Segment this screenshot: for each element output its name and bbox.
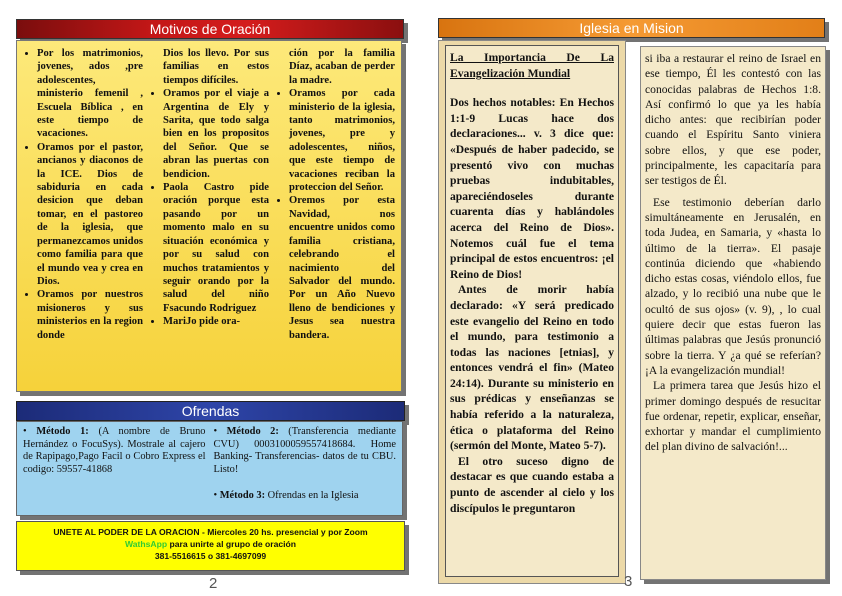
article-title: La Importancia De La Evangelización Mundial bbox=[450, 51, 614, 80]
motivos-box bbox=[16, 40, 402, 392]
motivos-column-3 bbox=[275, 47, 395, 391]
article-paragraph: Ese testimonio deberían darlo simultáneamente en Jerusalén, en toda Judea, en Samaria, y «hasta lo último de la tierra». El pasaje continúa diciendo que «habiendo dicho estas cosas, viéndolo ellos, fue alzado, y lo recibió una nube que le ocultó de sus ojos» (v. 9), , lo cual quiere decir que estas fueron las últimas palabras que Jesús pronunció sobre la tierra. Y ¿a qué se referían? ¡A la evangelización mundial! bbox=[645, 195, 821, 377]
prayer-item: • Oramos por el viaje a Argentina de Ely y Sarita, que todo salga bien en los propositos del Señor. Que se abran las puertas con bendicion. bbox=[163, 87, 269, 181]
ofrendas-box bbox=[16, 421, 403, 516]
ofrendas-column-2 bbox=[214, 426, 397, 503]
article-right-column bbox=[640, 46, 826, 580]
banner-line-2-text: para unirte al grupo de oración bbox=[167, 539, 297, 549]
method-2-text: (Transferencia mediante CVU) 0003100059557418684. Home Banking- Transferencias- datos de tu CBU. Listo! bbox=[213, 426, 396, 475]
method-3: • Método 3: Ofrendas en la Iglesia bbox=[213, 490, 359, 502]
method-1-text: (A nombre de Bruno Hernández o FocuSys). Mostrale al cajero de Rapipago,Pago Facil o Cobro Express el codigo: 59557-41868 bbox=[23, 426, 206, 475]
iglesia-title: Iglesia en Mision bbox=[579, 20, 684, 36]
method-1: • Método 1: (A nombre de Bruno Hernández o FocuSys). Mostrale al cajero de Rapipago,Pago Facil o Cobro Express el codigo: 59557-41868 bbox=[23, 426, 206, 475]
banner-phones: 381-5516615 o 381-4697099 bbox=[154, 551, 267, 561]
prayer-item: • Oramos por cada ministerio de la iglesia, tanto matrimonios, jovenes, pre y adolescentes, niños, que este tiempo de vacaciones reciban la proteccion del Señor. bbox=[289, 87, 395, 194]
prayer-item: • Por los matrimonios, jovenes, ados ,pre adolescentes, ministerio femenil , Escuela Bíblica , en este tiempo de vacaciones. bbox=[37, 47, 143, 141]
iglesia-header bbox=[438, 18, 825, 38]
method-2-label: Método 2: bbox=[226, 426, 279, 437]
method-2: • Método 2: (Transferencia mediante CVU) 0003100059557418684. Home Banking- Transferencias- datos de tu CBU. Listo! bbox=[213, 426, 396, 475]
motivos-column-1 bbox=[23, 47, 143, 391]
prayer-item: • Paola Castro pide oración porque esta pasando por un momento malo en su situación económica y por su salud con muchos tratamientos y seguir orando por la salud del niño Fsacundo Rodriguez bbox=[163, 181, 269, 315]
banner-line-1: UNETE AL PODER DE LA ORACION - Miercoles 20 hs. presencial y por Zoom bbox=[53, 527, 368, 537]
prayer-continuation: Dios los llevo. Por sus familias en estos tiempos difíciles. bbox=[163, 48, 269, 86]
prayer-banner bbox=[16, 521, 405, 571]
method-1-label: Método 1: bbox=[36, 426, 89, 437]
ofrendas-title: Ofrendas bbox=[181, 403, 240, 419]
prayer-item: • Oremos por esta Navidad, nos encuentre unidos como familia cristiana, celebrando el nacimiento del Salvador del mundo. Por un Año Nuevo lleno de bendiciones y Jesus sea nuestra bandera. bbox=[289, 194, 395, 341]
article-left-column bbox=[445, 45, 619, 577]
prayer-continuation: ción por la familia Díaz, acaban de perder la madre. bbox=[289, 48, 395, 86]
prayer-item: • Oramos por el pastor, ancianos y diaconos de la ICE. Dios de sabiduria en cada desicion que deban tomar, en el pastoreo de la iglesia, que permanezcamos unidos como familia para que el mundo vea y crea en Dios. bbox=[37, 141, 143, 288]
article-paragraph: La primera tarea que Jesús hizo el primer domingo después de resucitar fue ordenar, repetir, explicar, enseñar, exhortar y mandar el cumplimiento del plan divino de salvación!... bbox=[645, 379, 821, 454]
ofrendas-header bbox=[16, 401, 405, 421]
ofrendas-column-1 bbox=[23, 426, 206, 503]
method-3-text: Ofrendas en la Iglesia bbox=[265, 490, 359, 502]
page-number-left: 2 bbox=[209, 575, 218, 592]
whatsapp-label: WathsApp bbox=[124, 539, 168, 549]
method-3-label: Método 3: bbox=[219, 490, 266, 502]
page-number-right: 3 bbox=[624, 573, 633, 590]
motivos-title: Motivos de Oración bbox=[149, 21, 271, 37]
article-paragraph: El otro suceso digno de destacar es que cuando estaba a punto de ascender al cielo y los discípulos le preguntaron bbox=[450, 454, 614, 515]
motivos-header bbox=[16, 19, 404, 39]
article-paragraph: Antes de morir había declarado: «Y será predicado este evangelio del Reino en todo el mundo, para testimonio a todas las naciones [etnias], y entonces vendrá el fin» (Mateo 24:14). Durante su ministerio en sus prédicas y enseñanzas se había referido a la naturaleza, ética o plataforma del Reino (sermón del Monte, Mateo 5-7). bbox=[450, 283, 614, 453]
article-paragraph: si iba a restaurar el reino de Israel en ese tiempo, Él les contestó con las conocidas palabras de Hechos 1:8. Así confirmó lo que ya les había dicho antes: que recibirían poder cuando el Espíritu Santo viniera sobre ellos, y que ese poder, principalmente, les capacitaría para ser testigos de Él. bbox=[645, 52, 821, 188]
prayer-item: • MariJo pide ora- bbox=[163, 315, 269, 328]
banner-line-2 bbox=[17, 538, 404, 550]
article-paragraph: Dos hechos notables: En Hechos 1:1-9 Lucas hace dos declaraciones... v. 3 dice que: «Después de haber padecido, se presentó vivo con muchas pruebas indubitables, apareciéndoseles durante cuarenta días y hablándoles acerca del Reino de Dios». Notemos cuál fue el tema principal de estos encuentros: ¡el Reino de Dios! bbox=[450, 96, 614, 281]
prayer-item: • Oramos por nuestros misioneros y sus ministerios en la region donde bbox=[37, 288, 143, 342]
motivos-column-2 bbox=[149, 47, 269, 391]
